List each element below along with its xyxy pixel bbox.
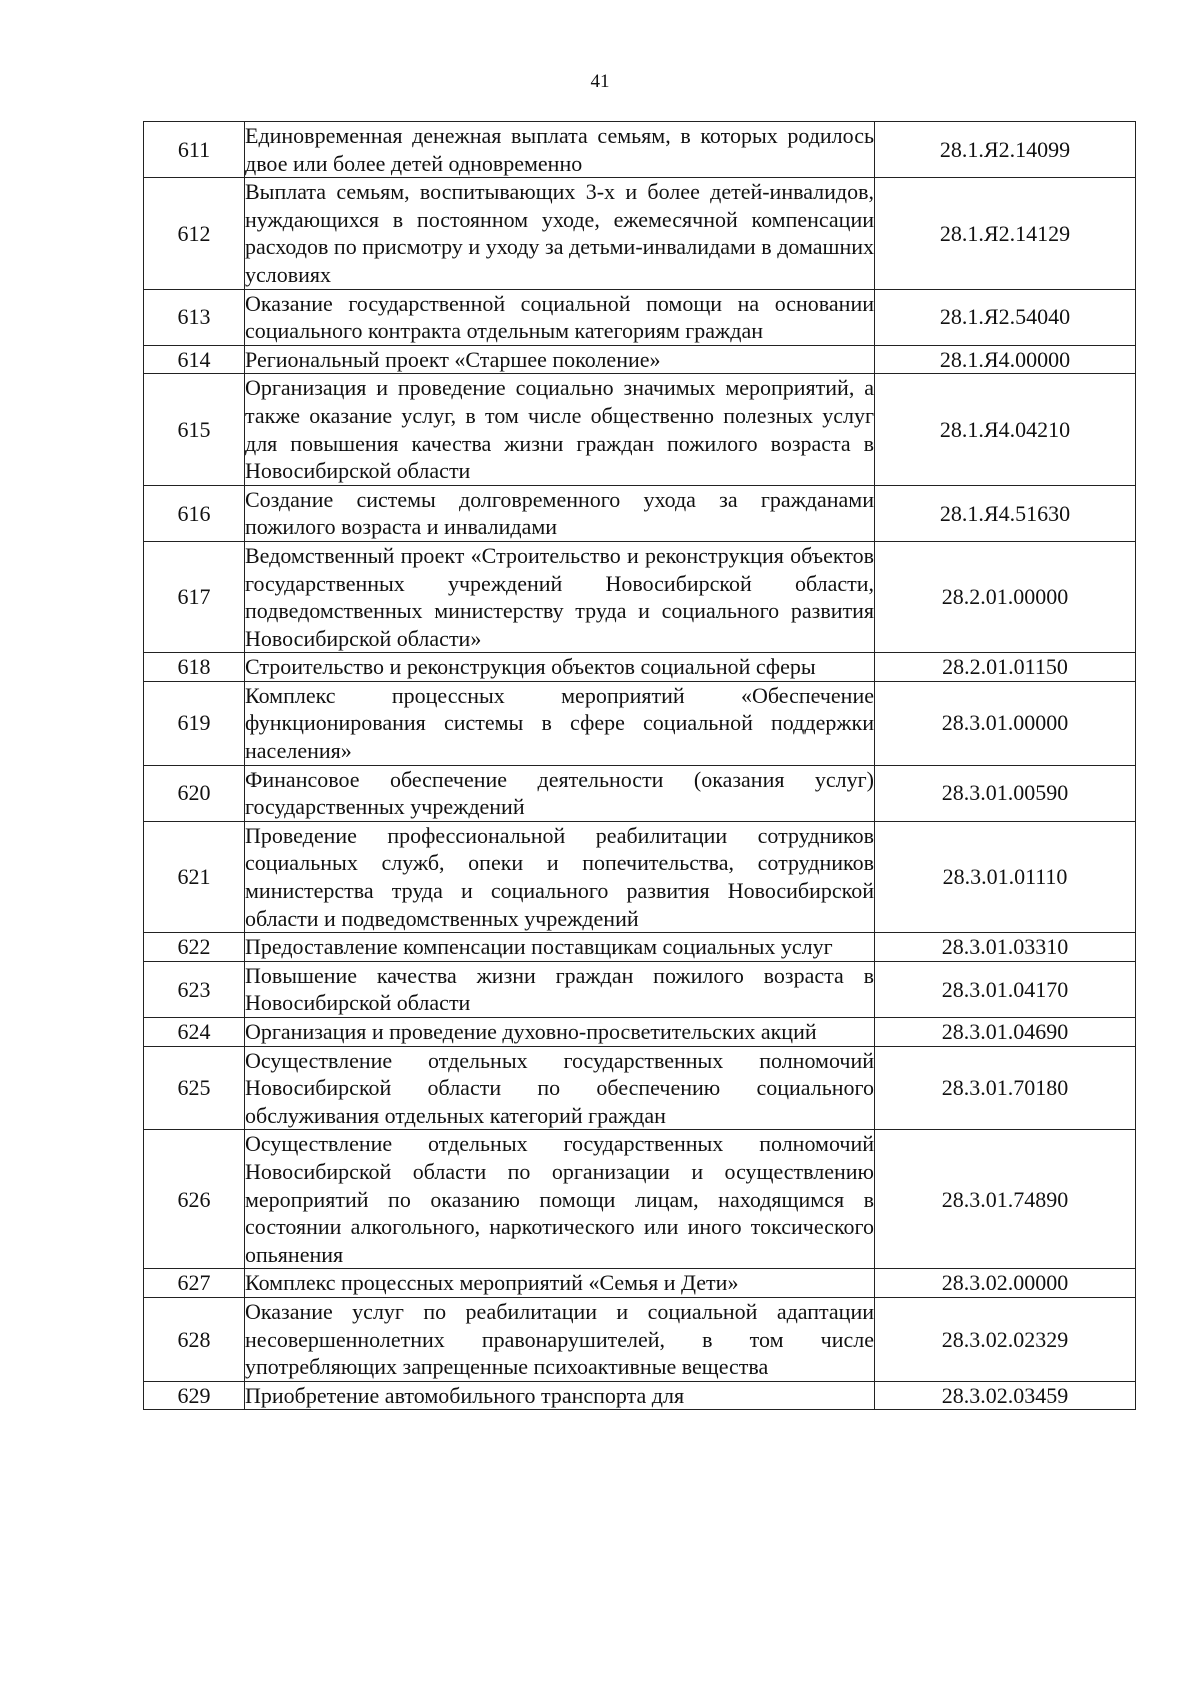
row-name: Осуществление отдельных государственных полномочий Новосибирской области по организации и осуществлению мероприятий по оказанию помощи лицам, находящимся в состоянии алкогольного, наркотического или иного токсического опьянения: [245, 1130, 875, 1269]
table-row: [144, 289, 1136, 345]
row-code: 28.1.Я4.04210: [875, 374, 1136, 485]
row-number: 613: [144, 289, 245, 345]
row-number: 616: [144, 485, 245, 541]
table-row: [144, 485, 1136, 541]
row-code: 28.3.01.01110: [875, 821, 1136, 932]
row-number: 621: [144, 821, 245, 932]
row-code: 28.3.01.00000: [875, 681, 1136, 765]
table-row: [144, 178, 1136, 289]
row-code: 28.3.01.04690: [875, 1018, 1136, 1047]
table-row: [144, 961, 1136, 1017]
row-code: 28.3.02.03459: [875, 1381, 1136, 1410]
row-name: Предоставление компенсации поставщикам социальных услуг: [245, 933, 875, 962]
row-number: 619: [144, 681, 245, 765]
table-row: [144, 821, 1136, 932]
table-row: [144, 933, 1136, 962]
row-code: 28.1.Я2.14129: [875, 178, 1136, 289]
row-name: Оказание государственной социальной помощи на основании социального контракта отдельным категориям граждан: [245, 289, 875, 345]
row-code: 28.1.Я2.14099: [875, 122, 1136, 178]
table-row: [144, 122, 1136, 178]
table-row: [144, 765, 1136, 821]
row-name: Осуществление отдельных государственных полномочий Новосибирской области по обеспечению социального обслуживания отдельных категорий граждан: [245, 1046, 875, 1130]
table-row: [144, 1269, 1136, 1298]
row-number: 614: [144, 345, 245, 374]
row-number: 629: [144, 1381, 245, 1410]
row-number: 628: [144, 1297, 245, 1381]
row-code: 28.1.Я2.54040: [875, 289, 1136, 345]
row-code: 28.3.02.00000: [875, 1269, 1136, 1298]
row-number: 617: [144, 541, 245, 652]
table-row: [144, 1018, 1136, 1047]
page-number: 41: [590, 71, 610, 92]
row-name: Региональный проект «Старшее поколение»: [245, 345, 875, 374]
table-row: [144, 541, 1136, 652]
row-code: 28.3.01.74890: [875, 1130, 1136, 1269]
row-code: 28.3.01.03310: [875, 933, 1136, 962]
row-name: Проведение профессиональной реабилитации сотрудников социальных служб, опеки и попечительства, сотрудников министерства труда и социального развития Новосибирской области и подведомственных учреждений: [245, 821, 875, 932]
row-name: Повышение качества жизни граждан пожилого возраста в Новосибирской области: [245, 961, 875, 1017]
table-row: [144, 1046, 1136, 1130]
row-number: 627: [144, 1269, 245, 1298]
row-name: Приобретение автомобильного транспорта для: [245, 1381, 875, 1410]
row-code: 28.3.02.02329: [875, 1297, 1136, 1381]
row-number: 624: [144, 1018, 245, 1047]
row-code: 28.1.Я4.00000: [875, 345, 1136, 374]
row-number: 626: [144, 1130, 245, 1269]
row-code: 28.3.01.04170: [875, 961, 1136, 1017]
row-name: Выплата семьям, воспитывающих 3-х и более детей-инвалидов, нуждающихся в постоянном уходе, ежемесячной компенсации расходов по присмотру и уходу за детьми-инвалидами в домашних условиях: [245, 178, 875, 289]
row-number: 622: [144, 933, 245, 962]
row-number: 615: [144, 374, 245, 485]
row-name: Комплекс процессных мероприятий «Обеспечение функционирования системы в сфере социальной поддержки населения»: [245, 681, 875, 765]
row-name: Единовременная денежная выплата семьям, в которых родилось двое или более детей одновременно: [245, 122, 875, 178]
table-row: [144, 345, 1136, 374]
row-code: 28.2.01.01150: [875, 653, 1136, 682]
row-number: 612: [144, 178, 245, 289]
row-name: Комплекс процессных мероприятий «Семья и Дети»: [245, 1269, 875, 1298]
row-name: Финансовое обеспечение деятельности (оказания услуг) государственных учреждений: [245, 765, 875, 821]
row-code: 28.2.01.00000: [875, 541, 1136, 652]
row-name: Ведомственный проект «Строительство и реконструкция объектов государственных учреждений Новосибирской области, подведомственных министерству труда и социального развития Новосибирской области»: [245, 541, 875, 652]
table-row: [144, 1297, 1136, 1381]
row-number: 611: [144, 122, 245, 178]
row-code: 28.1.Я4.51630: [875, 485, 1136, 541]
row-number: 625: [144, 1046, 245, 1130]
row-name: Организация и проведение социально значимых мероприятий, а также оказание услуг, в том числе общественно полезных услуг для повышения качества жизни граждан пожилого возраста в Новосибирской области: [245, 374, 875, 485]
row-code: 28.3.01.70180: [875, 1046, 1136, 1130]
row-name: Организация и проведение духовно-просветительских акций: [245, 1018, 875, 1047]
row-number: 620: [144, 765, 245, 821]
table-row: [144, 1130, 1136, 1269]
row-number: 618: [144, 653, 245, 682]
table-row: [144, 1381, 1136, 1410]
table-row: [144, 681, 1136, 765]
row-name: Оказание услуг по реабилитации и социальной адаптации несовершеннолетних правонарушителей, в том числе употребляющих запрещенные психоактивные вещества: [245, 1297, 875, 1381]
row-number: 623: [144, 961, 245, 1017]
row-code: 28.3.01.00590: [875, 765, 1136, 821]
table-row: [144, 653, 1136, 682]
classification-table: [143, 121, 1136, 1410]
row-name: Строительство и реконструкция объектов социальной сферы: [245, 653, 875, 682]
row-name: Создание системы долговременного ухода за гражданами пожилого возраста и инвалидами: [245, 485, 875, 541]
table-row: [144, 374, 1136, 485]
